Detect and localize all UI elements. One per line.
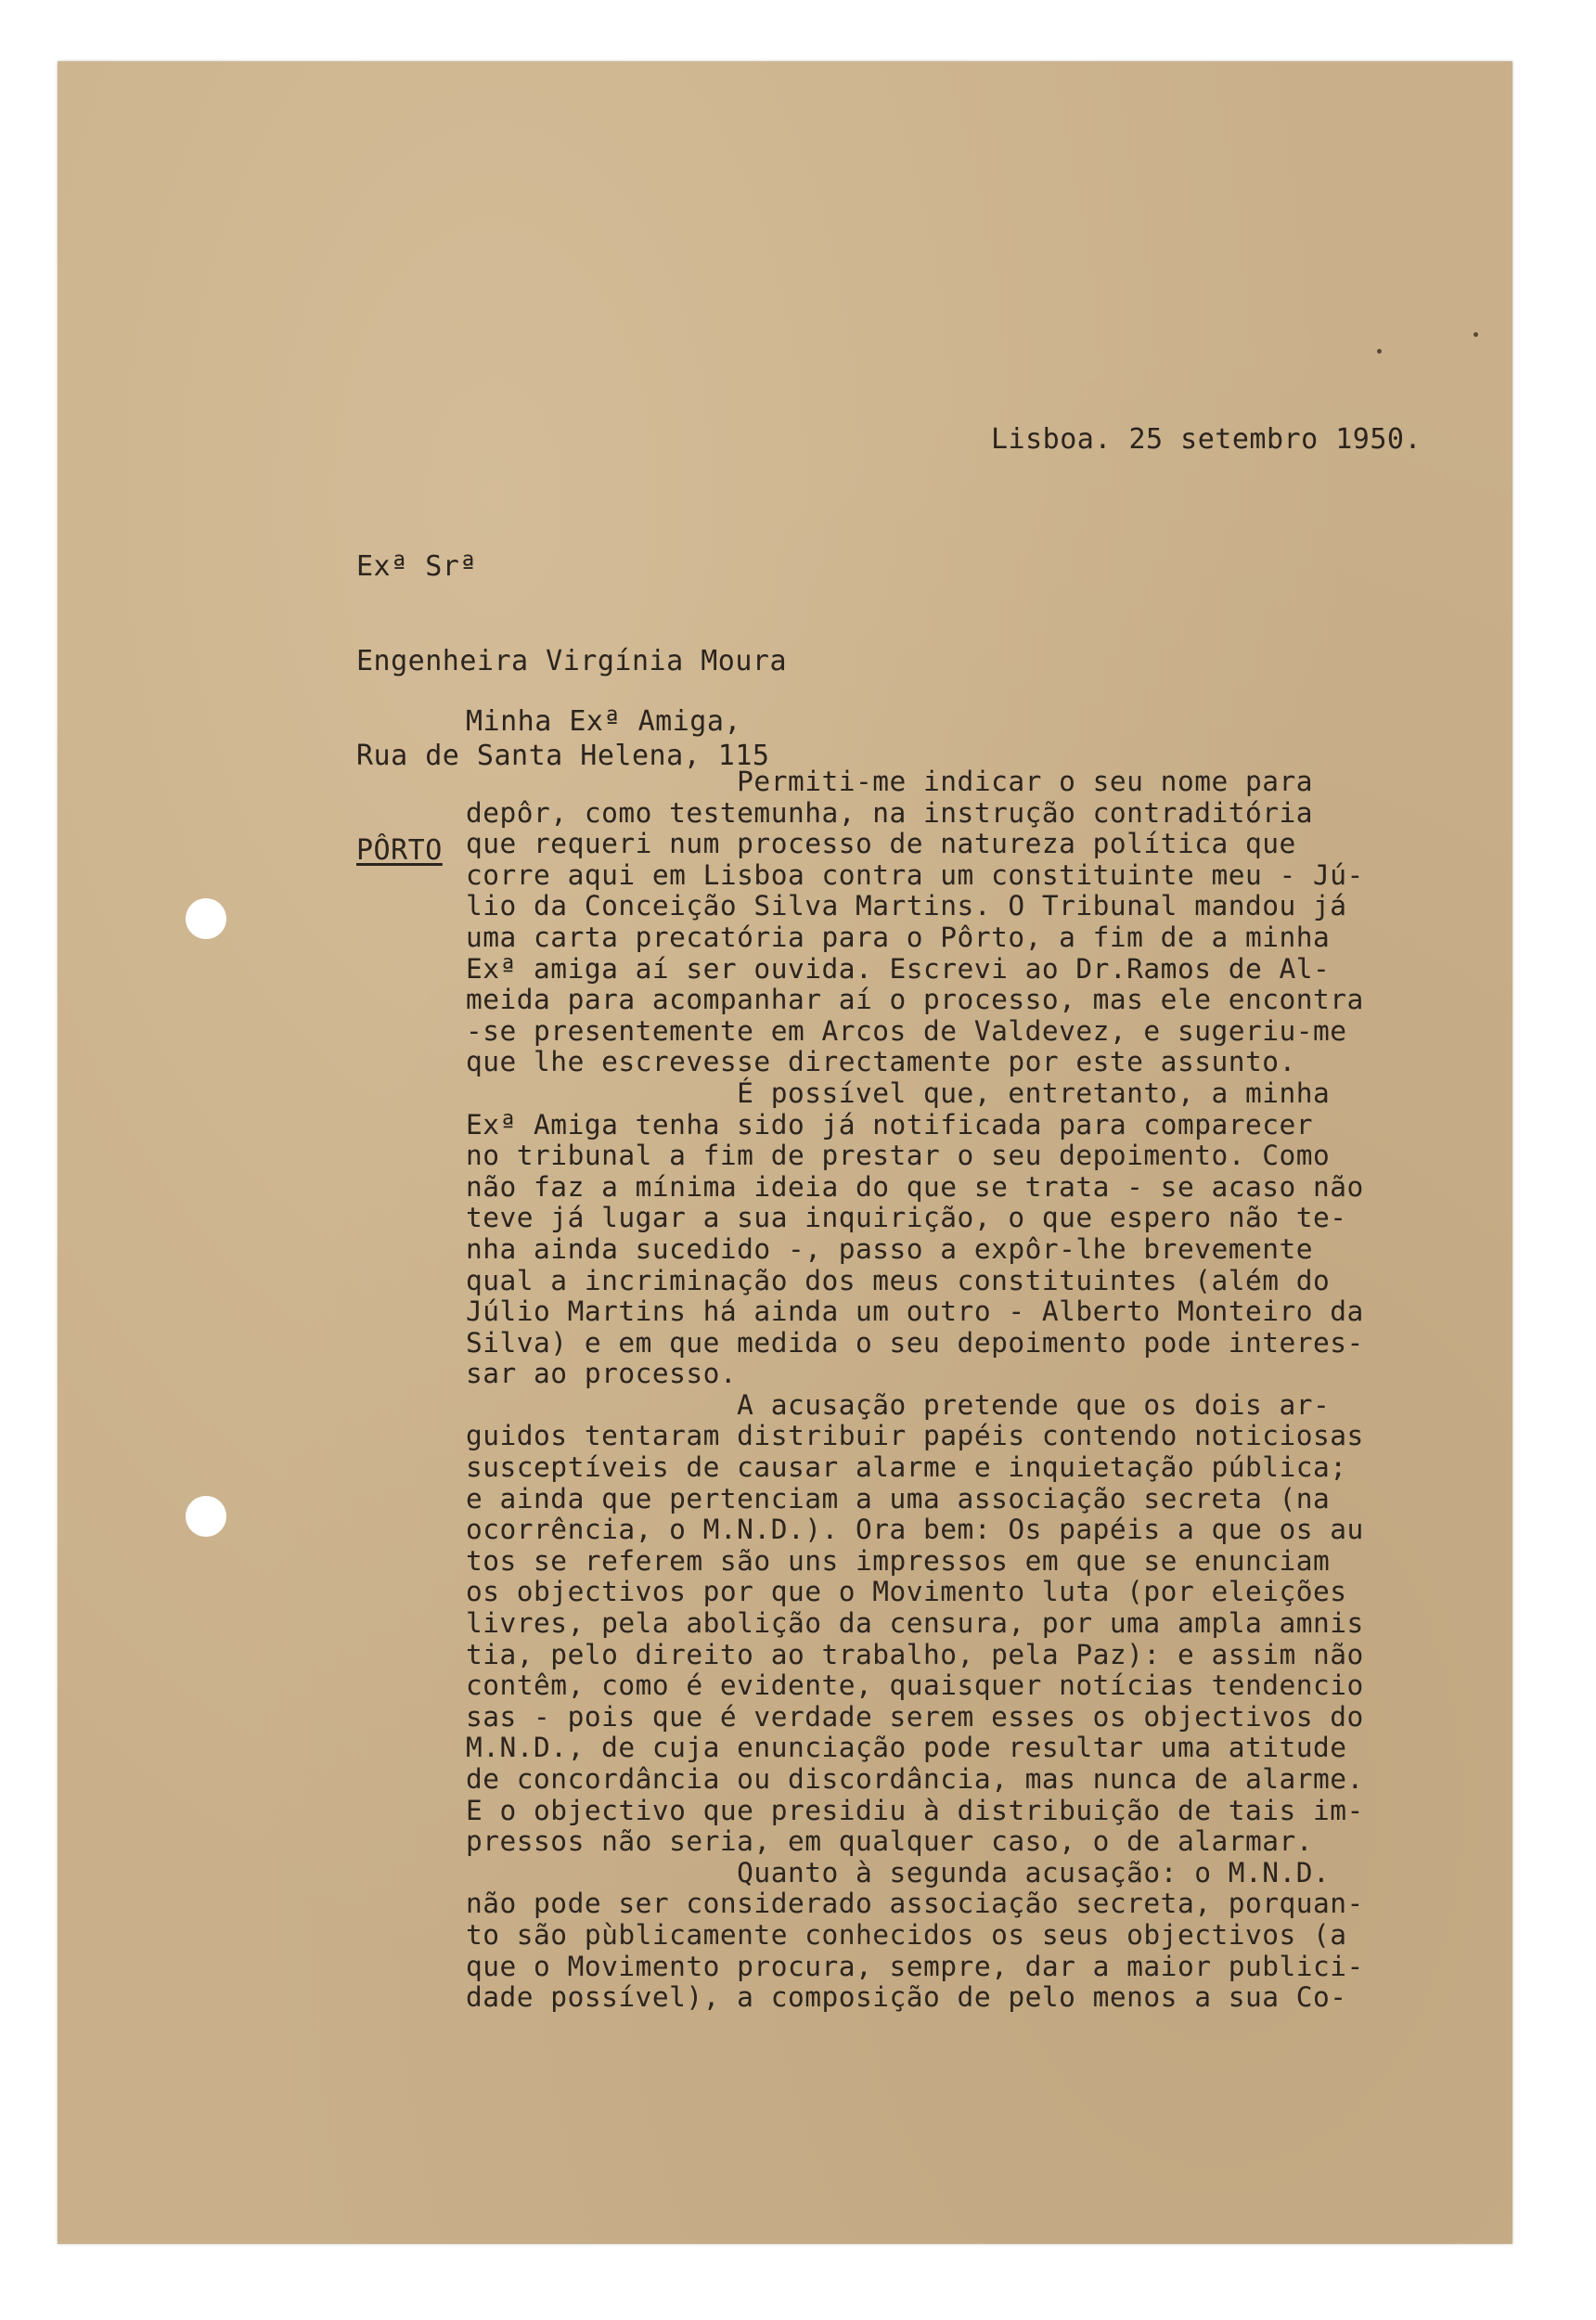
body-line: uma carta precatória para o Pôrto, a fim de a minha [466,921,1331,953]
body-line: susceptíveis de causar alarme e inquietação pública; [466,1451,1347,1484]
body-line: -se presentemente em Arcos de Valdevez, e sugeriu-me [466,1014,1347,1047]
punch-hole [186,1496,226,1537]
body-line: E o objectivo que presidiu à distribuição de tais im- [466,1794,1364,1826]
body-line: que requeri num processo de natureza política que [466,828,1296,860]
body-line: lio da Conceição Silva Martins. O Tribunal mandou já [466,890,1347,922]
body-line: tos se referem são uns impressos em que se enunciam [466,1544,1331,1577]
body-line: não faz a mínima ideia do que se trata - se acaso não [466,1170,1364,1203]
body-line: não pode ser considerado associação secreta, porquan- [466,1888,1364,1920]
body-line: Permiti-me indicar o seu nome para [466,766,1314,797]
body-line: sar ao processo. [466,1358,738,1390]
body-line: A acusação pretende que os dois ar- [466,1388,1331,1421]
body-line: e ainda que pertenciam a uma associação secreta (na [466,1482,1331,1514]
body-line: M.N.D., de cuja enunciação pode resultar uma atitude [466,1732,1347,1764]
letter-salutation: Minha Exª Amiga, [466,705,741,738]
paper-speck [1377,349,1382,354]
body-line: contêm, como é evidente, quaisquer notícias tendencio [466,1669,1364,1702]
body-line: dade possível), a composição de pelo menos a sua Co- [466,1981,1347,2014]
body-line: Júlio Martins há ainda um outro - Alberto Monteiro da [466,1295,1364,1328]
body-line: Exª Amiga tenha sido já notificada para comparecer [466,1108,1314,1141]
body-line: de concordância ou discordância, mas nunca de alarme. [466,1763,1364,1795]
body-line: ocorrência, o M.N.D.). Ora bem: Os papéis a que os au [466,1514,1364,1546]
body-line: to são pùblicamente conhecidos os seus objectivos (a [466,1918,1347,1951]
recipient-city: PÔRTO [356,834,443,867]
letter-body [466,767,1364,2014]
punch-hole [186,898,226,939]
body-line: Quanto à segunda acusação: o M.N.D. [466,1856,1331,1888]
body-line: no tribunal a fim de prestar o seu depoimento. Como [466,1140,1331,1172]
body-line: sas - pois que é verdade serem esses os objectivos do [466,1700,1364,1733]
body-line: depôr, como testemunha, na instrução contraditória [466,796,1314,829]
body-line: pressos não seria, em qualquer caso, o de alarmar. [466,1825,1314,1858]
letter-date: Lisboa. 25 setembro 1950. [991,423,1422,456]
paper-speck [1474,332,1478,337]
body-line: os objectivos por que o Movimento luta (por eleições [466,1576,1347,1608]
body-line: Exª amiga aí ser ouvida. Escrevi ao Dr.Ramos de Al- [466,952,1331,985]
body-line: guidos tentaram distribuir papéis contendo noticiosas [466,1420,1364,1452]
recipient-title: Exª Srª [356,550,477,583]
body-line: nha ainda sucedido -, passo a expôr-lhe brevemente [466,1232,1314,1265]
body-line: tia, pelo direito ao trabalho, pela Paz): e assim não [466,1638,1364,1670]
body-line: teve já lugar a sua inquirição, o que espero não te- [466,1202,1347,1234]
body-line: livres, pela abolição da censura, por uma ampla amnis [466,1607,1364,1640]
body-line: que o Movimento procura, sempre, dar a maior publici- [466,1950,1364,1982]
body-line: que lhe escrevesse directamente por este assunto. [466,1046,1296,1078]
body-line: Silva) e em que medida o seu depoimento pode interes- [466,1326,1364,1359]
recipient-name: Engenheira Virgínia Moura [356,645,788,677]
body-line: qual a incriminação dos meus constituintes (além do [466,1264,1331,1296]
body-line: corre aqui em Lisboa contra um constituinte meu - Jú- [466,858,1364,891]
body-line: É possível que, entretanto, a minha [466,1076,1331,1109]
body-line: meida para acompanhar aí o processo, mas ele encontra [466,984,1364,1016]
recipient-street: Rua de Santa Helena, 115 [356,740,770,772]
